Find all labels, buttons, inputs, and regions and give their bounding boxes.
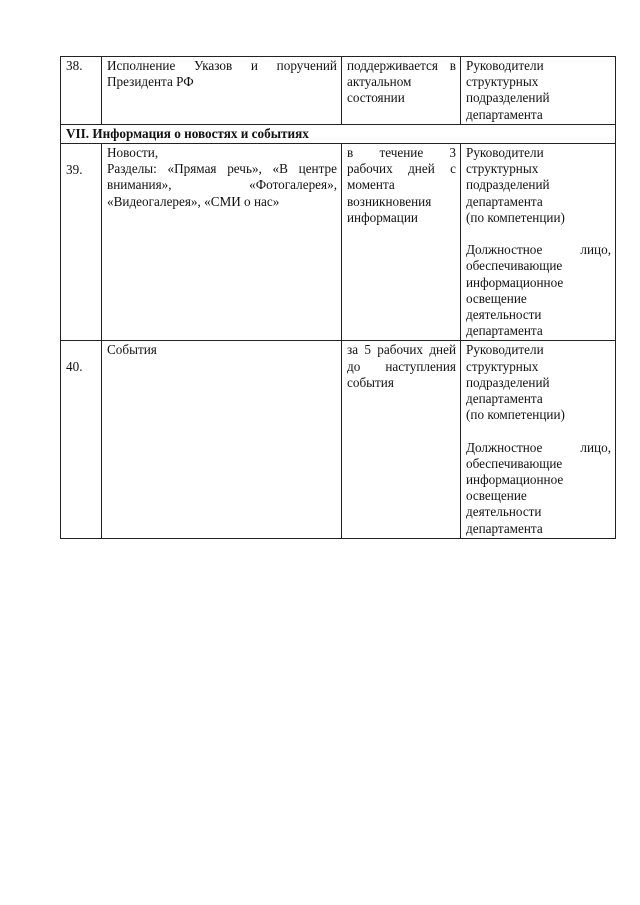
row-timing: поддерживается в актуальном состоянии [342,57,461,125]
row-responsible: Руководители структурных подразделений департамента [461,57,616,125]
row-name: Новости, Разделы: «Прямая речь», «В центре внимания», «Фотогалерея», «Видеогалерея», «СМИ о нас» [102,144,342,341]
section-row [61,124,616,143]
row-number: 38. [61,57,102,125]
row-number: 39. [61,144,102,341]
row-timing: за 5 рабочих дней до наступления события [342,341,461,538]
table-row [61,144,616,341]
row-name: Исполнение Указов и поручений Президента РФ [102,57,342,125]
information-table [60,56,616,539]
row-responsible: Руководители структурных подразделений департамента (по компетенции) Должностное лицо, обеспечивающие информационное освещение деятельности департамента [461,341,616,538]
row-timing: в течение 3 рабочих дней с момента возникновения информации [342,144,461,341]
section-heading: VII. Информация о новостях и событиях [61,124,616,143]
row-number: 40. [61,341,102,538]
row-responsible: Руководители структурных подразделений департамента (по компетенции) Должностное лицо, обеспечивающие информационное освещение деятельности департамента [461,144,616,341]
table-row [61,57,616,125]
table-row [61,341,616,538]
row-name: События [102,341,342,538]
